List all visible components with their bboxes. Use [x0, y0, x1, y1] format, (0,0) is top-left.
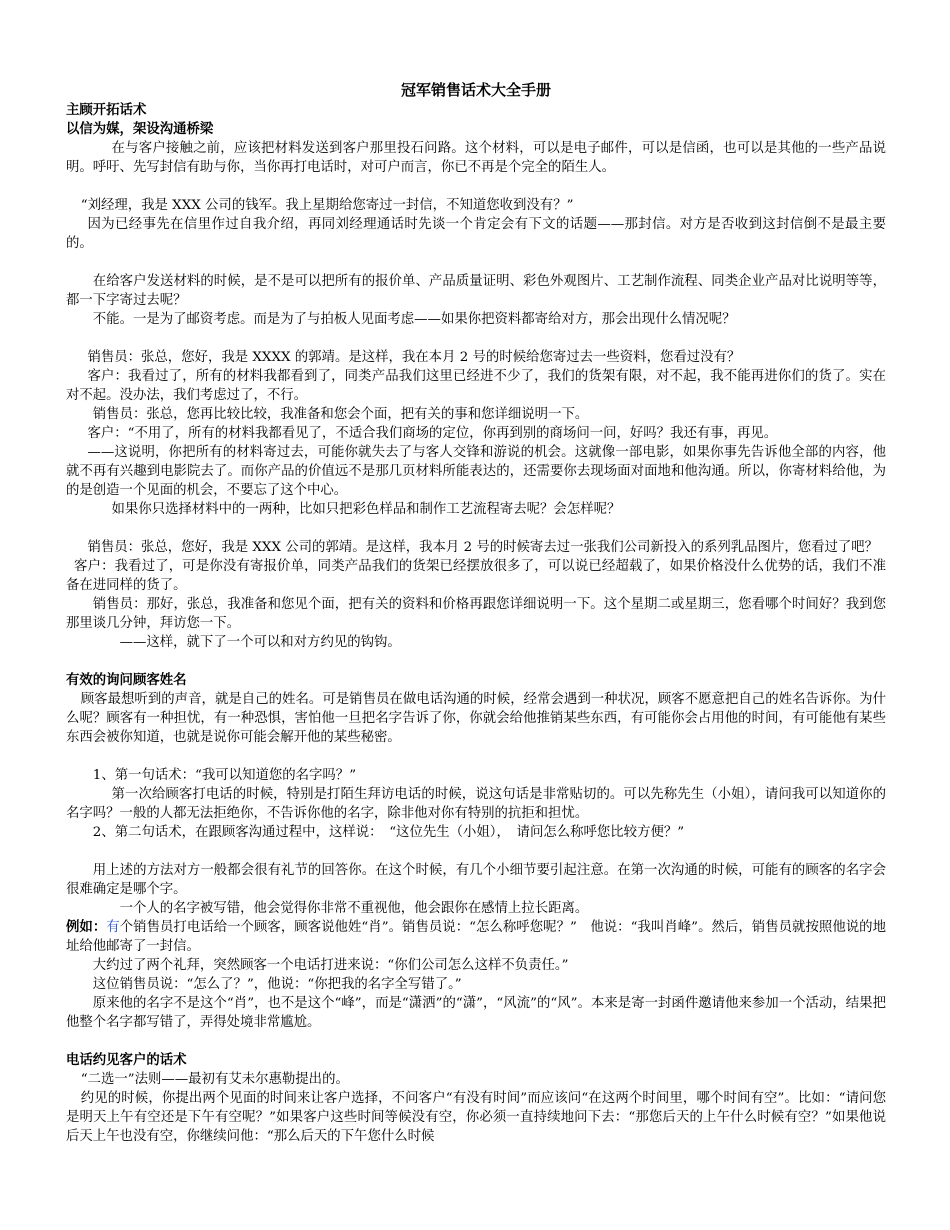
paragraph: “刘经理，我是 XXX 公司的钱军。我上星期给您寄过一封信，不知道您收到没有？”	[80, 198, 574, 213]
paragraph: 第一次给顾客打电话的时候，特别是打陌生拜访电话的时候，说这句话是非常贴切的。可以先称先生（小姐），请问我可以知道你的名字吗？一般的人都无法拒绝你，不告诉你他的名字，除非他对你有特别的抗拒和担忧。	[66, 787, 886, 821]
paragraph: 约见的时候，你提出两个见面的时间来让客户选择，不问客户“有没有时间”而应该问“在这两个时间里，哪个时间有空”。比如：“请问您是明天上午有空还是下午有空呢？”如果客户这些时间等候没有空，你必须一直持续地问下去：“那您后天的上午什么时候有空？”如果他说后天上午也没有空，你继续问他：“那么后天的下午您什么时候	[66, 1091, 886, 1144]
paragraph: 在与客户接触之前，应该把材料发送到客户那里投石问路。这个材料，可以是电子邮件，可以是信函，也可以是其他的一些产品说明。呼吁、先写封信有助与你，当你再打电话时，对可户而言，你已不再是个完全的陌生人。	[66, 141, 886, 175]
paragraph: 大约过了两个礼拜，突然顾客一个电话打进来说：“你们公司怎么这样不负责任。”	[92, 958, 569, 973]
dialogue-line: 销售员：张总，您好，我是 XXX 公司的郭靖。是这样，我本月 2 号的时候寄去过一张我们公司新投入的系列乳品图片，您看过了吧？	[87, 540, 879, 555]
dialogue-line: 客户：“不用了，所有的材料我都看见了，不适合我们商场的定位，你再到别的商场问一问，好吗？我还有事，再见。	[87, 426, 778, 441]
paragraph: “二选一”法则——最初有艾未尔惠勒提出的。	[80, 1072, 349, 1087]
paragraph: 原来他的名字不是这个“肖”，也不是这个“峰”，而是“潇洒”的“潇”，“风流”的“风”。本来是寄一封函件邀请他来参加一个活动，结果把他整个名字都写错了，弄得处境非常尴尬。	[66, 996, 886, 1030]
paragraph: ——这样，就下了一个可以和对方约见的钩钩。	[119, 635, 401, 650]
section-heading-asking-name: 有效的询问顾客姓名	[66, 673, 187, 688]
document-title: 冠军销售话术大全手册	[400, 81, 551, 99]
paragraph: 一个人的名字被写错，他会觉得你非常不重视他，他会跟你在感情上拉长距离。	[119, 901, 589, 916]
section-heading-prospecting: 主顾开拓话术	[66, 103, 147, 118]
example-text: 个销售员打电话给一个顾客，顾客说他姓“肖”。销售员说：“怎么称呼您呢？” 他说：“我叫肖峰”。然后，销售员就按照他说的地址给他邮寄了一封信。	[66, 920, 887, 954]
example-label: 例如：	[66, 920, 107, 935]
list-item: 2、第二句话术，在跟顾客沟通过程中，这样说： “这位先生（小姐）， 请问怎么称呼您比较方便？”	[92, 825, 685, 840]
dialogue-line: 销售员：那好，张总，我准备和您见个面，把有关的资料和价格再跟您详细说明一下。这个星期二或星期三，您看哪个时间好？我到您那里谈几分钟，拜访您一下。	[66, 597, 886, 631]
paragraph: 顾客最想听到的声音，就是自己的姓名。可是销售员在做电话沟通的时候，经常会遇到一种状况，顾客不愿意把自己的姓名告诉你。为什么呢？顾客有一种担忧，有一种恐惧，害怕他一旦把名字告诉了你，你就会给他推销某些东西，有可能你会占用他的时间，有可能他有某些东西会被你知道，也就是说你可能会解开他的某些秘密。	[66, 692, 886, 745]
list-item: 1、第一句话术：“我可以知道您的名字吗？”	[92, 768, 357, 783]
dialogue-line: 客户：我看过了，所有的材料我都看到了，同类产品我们这里已经进不少了，我们的货架有限，对不起，我不能再进你们的货了。实在对不起。没办法，我们考虑过了，不行。	[66, 369, 886, 403]
paragraph: 因为已经事先在信里作过自我介绍，再同刘经理通话时先谈一个肯定会有下文的话题——那封信。对方是否收到这封信倒不是最主要的。	[66, 217, 886, 251]
paragraph: ——这说明，你把所有的材料寄过去，可能你就失去了与客人交锋和游说的机会。这就像一部电影，如果你事先告诉他全部的内容，他就不再有兴趣到电影院去了。而你产品的价值远不是那几页材料所能表达的，还需要你去现场面对面地和他沟通。所以，你寄材料给他，为的是创造一个见面的机会，不要忘了这个中心。	[66, 445, 886, 498]
paragraph: 在给客户发送材料的时候，是不是可以把所有的报价单、产品质量证明、彩色外观图片、工艺制作流程、同类企业产品对比说明等等，都一下字寄过去呢？	[66, 274, 886, 308]
document-page	[66, 80, 886, 1146]
subheading-letter: 以信为媒，架设沟通桥梁	[66, 122, 214, 137]
dialogue-line: 客户：我看过了，可是你没有寄报价单，同类产品我们的货架已经摆放很多了，可以说已经超载了，如果价格没什么优势的话，我们不准备在进同样的货了。	[66, 559, 886, 593]
paragraph: 不能。一是为了邮资考虑。而是为了与拍板人见面考虑——如果你把资料都寄给对方，那会出现什么情况呢？	[92, 312, 736, 327]
paragraph: 如果你只选择材料中的一两种，比如只把彩色样品和制作工艺流程寄去呢？会怎样呢？	[111, 502, 621, 517]
example-paragraph	[66, 918, 886, 956]
section-heading-appointment: 电话约见客户的话术	[66, 1053, 187, 1068]
dialogue-line: 销售员：张总，您好，我是 XXXX 的郭靖。是这样，我在本月 2 号的时候给您寄过去一些资料，您看过没有？	[87, 350, 741, 365]
highlighted-char: 有	[106, 920, 120, 935]
dialogue-line: 销售员：张总，您再比较比较，我准备和您会个面，把有关的事和您详细说明一下。	[92, 407, 589, 422]
paragraph: 用上述的方法对方一般都会很有礼节的回答你。在这个时候，有几个小细节要引起注意。在第一次沟通的时候，可能有的顾客的名字会很难确定是哪个字。	[66, 863, 886, 897]
paragraph: 这位销售员说：“怎么了？”，他说：“你把我的名字全写错了。”	[92, 977, 462, 992]
